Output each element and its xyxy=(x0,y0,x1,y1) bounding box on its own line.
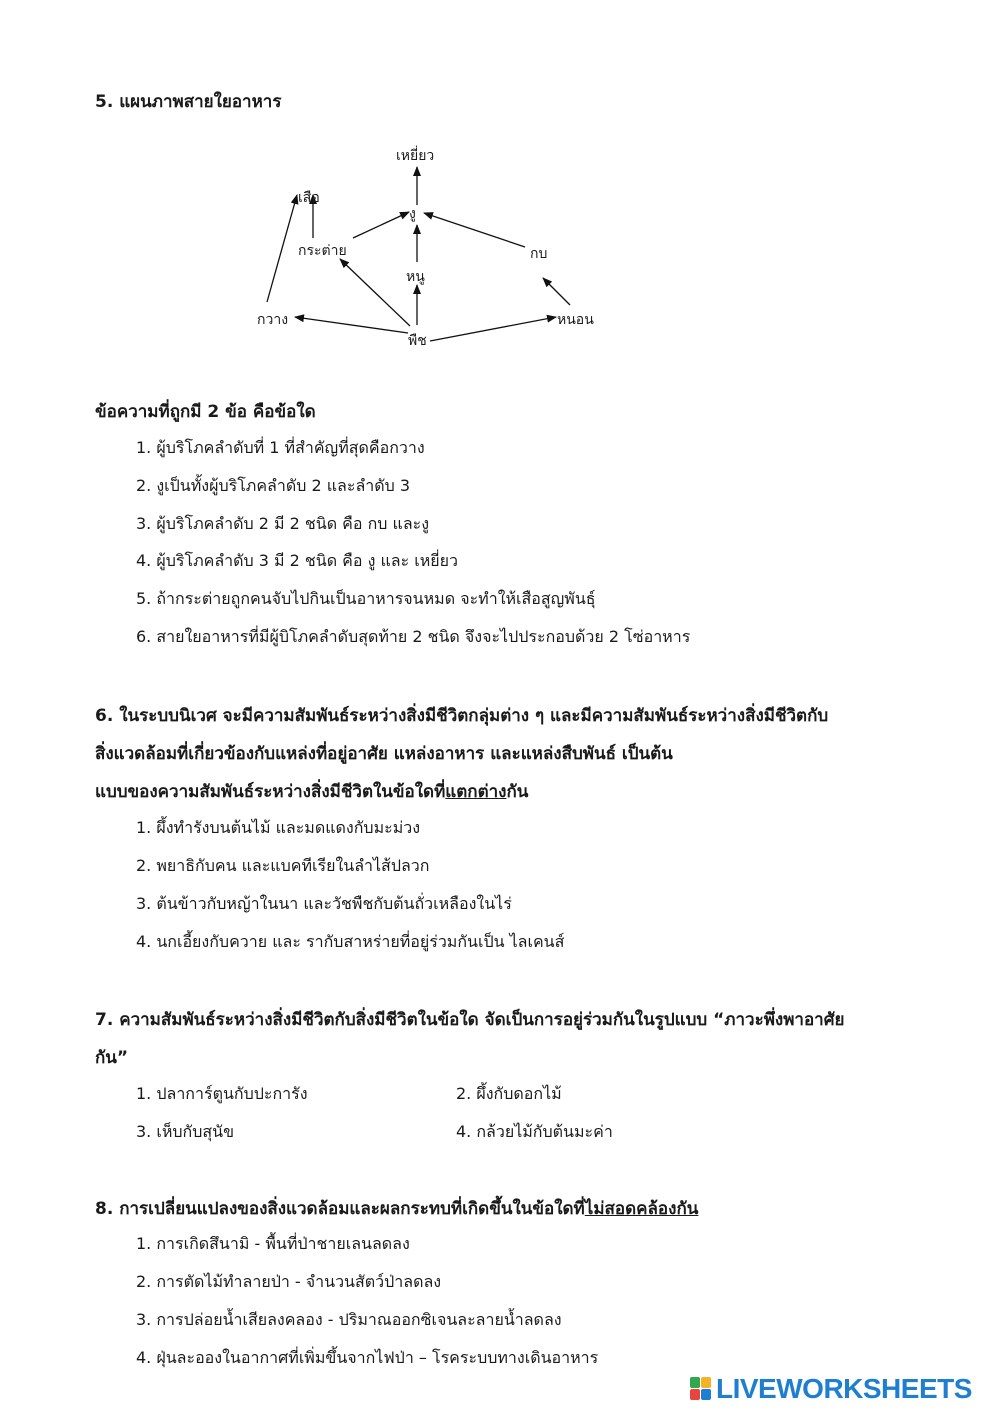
q8-option-4: 4. ฝุ่นละอองในอากาศที่เพิ่มขึ้นจากไฟป่า – โรคระบบทางเดินอาหาร xyxy=(136,1348,599,1367)
node-frog: กบ xyxy=(530,246,548,262)
arrow-deer-tiger xyxy=(267,195,297,302)
q6-option-3: 3. ต้นข้าวกับหญ้าในนา และวัชพืชกับต้นถั่วเหลืองในไร่ xyxy=(136,894,512,913)
node-rabbit: กระต่าย xyxy=(298,243,347,259)
q5-question: ข้อความที่ถูกมี 2 ข้อ คือข้อใด xyxy=(95,402,316,422)
q6-line-3: แบบของความสัมพันธ์ระหว่างสิ่งมีชีวิตในข้อใดที่แตกต่างกัน xyxy=(95,782,529,802)
node-tiger: เสือ xyxy=(298,190,320,206)
q6-option-2: 2. พยาธิกับคน และแบคทีเรียในลำไส้ปลวก xyxy=(136,856,430,875)
node-eagle: เหยี่ยว xyxy=(396,148,435,164)
q8-underlined: ไม่สอดคล้องกัน xyxy=(584,1199,699,1219)
q6-line-2: สิ่งแวดล้อมที่เกี่ยวข้องกับแหล่งที่อยู่อาศัย แหล่งอาหาร และแหล่งสืบพันธ์ เป็นต้น xyxy=(95,744,673,764)
q7-line-1: 7. ความสัมพันธ์ระหว่างสิ่งมีชีวิตกับสิ่งมีชีวิตในข้อใด จัดเป็นการอยู่ร่วมกันในรูปแบบ “ภาวะพึ่งพาอาศัย xyxy=(95,1010,845,1030)
q7-option-3: 3. เห็บกับสุนัข xyxy=(136,1122,235,1141)
q6-option-1: 1. ผึ้งทำรังบนต้นไม้ และมดแดงกับมะม่วง xyxy=(136,818,421,837)
liveworksheets-logo xyxy=(690,1374,972,1404)
q8-option-3: 3. การปล่อยน้ำเสียลงคลอง - ปริมาณออกซิเจนละลายน้ำลดลง xyxy=(136,1310,562,1329)
q6-option-4: 4. นกเอี้ยงกับควาย และ รากับสาหร่ายที่อยู่ร่วมกันเป็น ไลเคนส์ xyxy=(136,932,565,951)
q5-option-3: 3. ผู้บริโภคลำดับ 2 มี 2 ชนิด คือ กบ และงู xyxy=(136,514,430,533)
q7-option-1: 1. ปลาการ์ตูนกับปะการัง xyxy=(136,1084,308,1103)
arrow-plant-rabbit xyxy=(340,259,410,326)
q5-option-5: 5. ถ้ากระต่ายถูกคนจับไปกินเป็นอาหารจนหมด จะทำให้เสือสูญพันธุ์ xyxy=(136,589,596,608)
q5-option-6: 6. สายใยอาหารที่มีผู้บิโภคลำดับสุดท้าย 2 ชนิด จึงจะไปประกอบด้วย 2 โซ่อาหาร xyxy=(136,627,691,646)
q5-title: 5. แผนภาพสายใยอาหาร xyxy=(95,92,282,112)
q7-line-2: กัน” xyxy=(95,1048,129,1068)
node-snake: งู xyxy=(409,206,416,222)
logo-mark-icon xyxy=(690,1377,712,1401)
arrow-rabbit-snake xyxy=(353,212,409,238)
node-deer: กวาง xyxy=(257,312,289,328)
arrow-frog-snake xyxy=(424,213,525,247)
node-rat: หนู xyxy=(406,269,425,285)
q6-line-1: 6. ในระบบนิเวศ จะมีความสัมพันธ์ระหว่างสิ่งมีชีวิตกลุ่มต่าง ๆ และมีความสัมพันธ์ระหว่างสิ่งมีชีวิตกับ xyxy=(95,706,829,726)
arrow-worm-frog xyxy=(543,278,570,305)
q8-option-1: 1. การเกิดสึนามิ - พื้นที่ป่าชายเลนลดลง xyxy=(136,1234,410,1253)
q7-option-2: 2. ผึ้งกับดอกไม้ xyxy=(456,1084,562,1103)
arrow-plant-deer xyxy=(295,317,408,333)
q7-option-4: 4. กล้วยไม้กับต้นมะค่า xyxy=(456,1122,613,1141)
q5-option-1: 1. ผู้บริโภคลำดับที่ 1 ที่สำคัญที่สุดคือกวาง xyxy=(136,438,425,457)
node-plant: พืช xyxy=(408,333,427,349)
q5-option-4: 4. ผู้บริโภคลำดับ 3 มี 2 ชนิด คือ งู และ เหยี่ยว xyxy=(136,551,459,570)
q8-option-2: 2. การตัดไม้ทำลายป่า - จำนวนสัตว์ป่าลดลง xyxy=(136,1272,442,1291)
q8-title: 8. การเปลี่ยนแปลงของสิ่งแวดล้อมและผลกระทบที่เกิดขึ้นในข้อใดที่ไม่สอดคล้องกัน xyxy=(95,1199,699,1219)
q6-underlined: แตกต่าง xyxy=(445,782,507,802)
q5-option-2: 2. งูเป็นทั้งผู้บริโภคลำดับ 2 และลำดับ 3 xyxy=(136,476,411,495)
node-worm: หนอน xyxy=(557,312,594,328)
logo-text: LIVEWORKSHEETS xyxy=(716,1373,972,1404)
arrow-plant-worm xyxy=(430,317,556,341)
